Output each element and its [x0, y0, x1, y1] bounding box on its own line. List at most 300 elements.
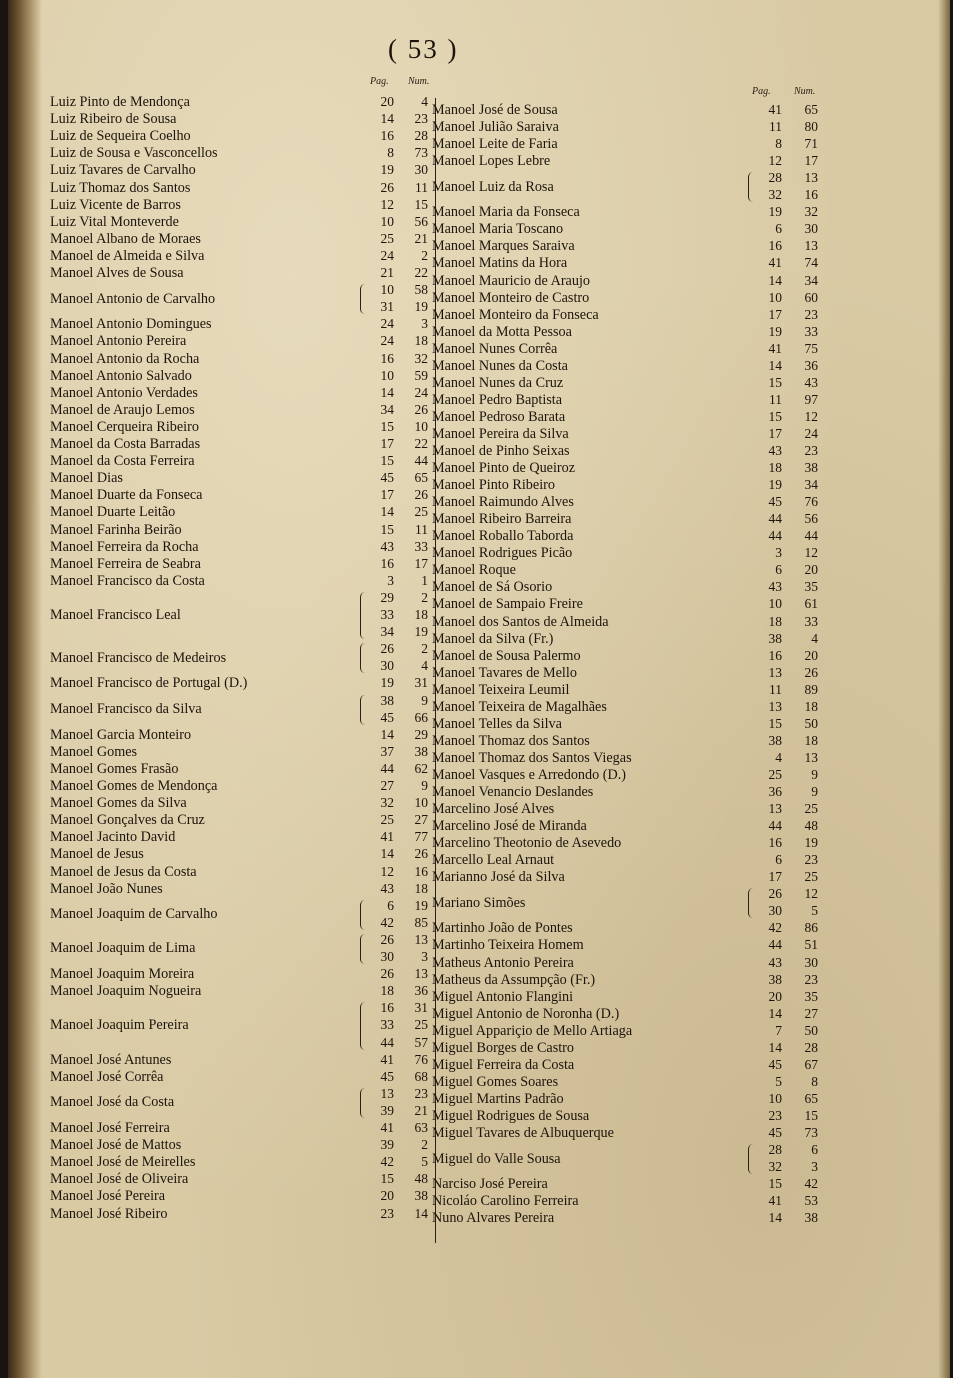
page-number-ref: 19: [768, 477, 782, 493]
page-number-ref: 15: [380, 418, 394, 434]
page-number-ref: 34: [380, 401, 394, 417]
number-value: 73: [804, 1125, 818, 1140]
page-number-ref: 29: [380, 589, 394, 605]
entry-number-ref: [8, 648, 818, 664]
entry-name: Manoel Ribeiro Barreira: [432, 511, 572, 528]
number-value: 8: [811, 1073, 818, 1089]
entry-number-ref: [8, 1074, 818, 1090]
number-value: 13: [804, 238, 818, 254]
page-number-ref: 45: [768, 1056, 782, 1072]
entry-name: Manoel Alves de Sousa: [50, 265, 184, 281]
entry-name: Marcelino José Alves: [432, 801, 555, 818]
number-value: 24: [804, 425, 818, 441]
number-value: 23: [804, 306, 818, 322]
number-value: 36: [414, 983, 428, 999]
entry-number-ref: [8, 221, 818, 237]
page-number-ref: 30: [380, 658, 394, 674]
entry-name: Marcelino Theotonio de Asevedo: [432, 835, 622, 852]
number-value: 10: [414, 418, 428, 434]
number-value: 38: [414, 1188, 428, 1204]
number-value: 36: [804, 357, 818, 373]
entry-name: Manoel Matins da Hora: [432, 255, 568, 272]
number-value: 48: [804, 818, 818, 834]
page-number-ref: 14: [768, 1039, 782, 1055]
number-value: 65: [804, 102, 818, 117]
number-value: 58: [414, 282, 428, 298]
page-number-ref: 24: [380, 333, 394, 349]
page-number-ref: 42: [380, 1154, 394, 1170]
entry-number-ref: [8, 358, 818, 374]
number-value: 27: [804, 1005, 818, 1021]
entry-number-ref: [8, 903, 818, 919]
number-value: 17: [804, 153, 818, 169]
number-value: 38: [804, 460, 818, 476]
entry-name: Manoel Francisco de Portugal (D.): [50, 675, 248, 692]
entry-name: Marcello Leal Arnaut: [432, 852, 555, 869]
entry-number-ref: [8, 273, 818, 289]
number-value: 33: [414, 538, 428, 554]
entry-name: Manoel dos Santos de Almeida: [432, 613, 609, 630]
document-page: [8, 0, 950, 1378]
entry-name: Manoel Joaquim de Carvalho: [50, 906, 218, 923]
number-value: 18: [414, 880, 428, 896]
entry-name: Manoel Antonio Pereira: [50, 333, 187, 350]
number-value: 19: [414, 897, 428, 913]
entry-number-ref: [8, 307, 818, 323]
page-number-ref: 6: [387, 897, 394, 913]
page-number-ref: 38: [768, 732, 782, 748]
page-number-ref: 15: [768, 374, 782, 390]
page-number-ref: 26: [380, 966, 394, 982]
entry-name: Manoel Farinha Beirão: [50, 521, 182, 538]
number-value: 32: [804, 204, 818, 220]
page-number-ref: 16: [768, 238, 782, 254]
number-value: 20: [804, 562, 818, 578]
entry-number-ref: [8, 631, 818, 647]
entry-name: Manoel Francisco Leal: [50, 607, 181, 623]
page-number-ref: 17: [380, 436, 394, 451]
entry-number-ref: [8, 204, 818, 220]
entry-number-ref: [8, 477, 818, 493]
entry-number-ref: [8, 1142, 818, 1158]
page-number-ref: 3: [387, 572, 394, 588]
entry-number-ref: [8, 767, 818, 783]
page-number-ref: 43: [380, 880, 394, 896]
number-value: 17: [414, 555, 428, 571]
entry-name: Manoel Francisco da Silva: [50, 701, 202, 718]
entry-name: Manoel Julião Saraiva: [432, 119, 559, 136]
entry-name: Manoel Pereira da Silva: [432, 425, 569, 442]
entry-name: Manoel da Motta Pessoa: [432, 323, 572, 340]
page-number-ref: 13: [380, 1085, 394, 1101]
entry-name: Manoel Gomes: [50, 743, 138, 760]
entry-name: Miguel Gomes Soares: [432, 1073, 559, 1090]
number-value: 61: [804, 596, 818, 612]
page-number-ref: 20: [380, 1188, 394, 1204]
page-number-ref: 17: [380, 487, 394, 503]
number-value: 62: [414, 760, 428, 776]
page-number-ref: 26: [380, 641, 394, 657]
entry-name: Manoel da Costa Barradas: [50, 436, 201, 452]
page-number-ref: 32: [768, 1159, 782, 1175]
page-number-ref: 15: [768, 715, 782, 731]
entry-name: Manoel José de Mattos: [50, 1137, 182, 1154]
entry-name: Manoel Vasques e Arredondo (D.): [432, 766, 626, 783]
page-number-ref: 18: [768, 613, 782, 629]
number-value: 65: [804, 1090, 818, 1106]
number-value: 23: [804, 852, 818, 868]
number-value: 2: [421, 641, 428, 657]
page-number-ref: 14: [380, 384, 394, 400]
entry-name: Miguel Tavares de Albuquerque: [432, 1125, 614, 1141]
page-number-ref: 31: [380, 299, 394, 315]
entry-number-ref: [8, 460, 818, 476]
entry-name: Luiz Thomaz dos Santos: [50, 179, 191, 196]
number-value: 21: [414, 1102, 428, 1118]
entry-name: Manoel Antonio Verdades: [50, 384, 198, 401]
number-value: 76: [414, 1051, 428, 1067]
entry-name: Manoel Venancio Deslandes: [432, 784, 594, 800]
number-value: 2: [421, 589, 428, 605]
page-number-ref: 30: [380, 949, 394, 964]
entry-name: Martinho João de Pontes: [432, 920, 573, 937]
entry-name: Manoel Leite de Faria: [432, 136, 558, 153]
entry-name: Luiz de Sousa e Vasconcellos: [50, 145, 218, 162]
page-number-ref: 34: [380, 624, 394, 640]
page-number-ref: 6: [775, 562, 782, 578]
entry-name: Narciso José Pereira: [432, 1176, 548, 1193]
entry-name: Manoel de Sá Osorio: [432, 579, 553, 596]
number-value: 75: [804, 340, 818, 356]
number-value: 66: [414, 709, 428, 725]
page-number-ref: 10: [768, 1090, 782, 1106]
number-value: 50: [804, 715, 818, 731]
entry-number-ref: [8, 886, 818, 902]
entry-number-ref: [8, 1023, 818, 1039]
number-value: 2: [421, 247, 428, 263]
entry-name: Miguel Appariçio de Mello Artiaga: [432, 1022, 633, 1039]
number-value: 35: [804, 579, 818, 595]
number-value: 9: [811, 766, 818, 782]
left-num-header: Num.: [408, 76, 430, 87]
entry-name: Manoel Thomaz dos Santos Viegas: [432, 749, 632, 766]
page-number-ref: 20: [380, 94, 394, 109]
entry-name: Manoel Telles da Silva: [432, 715, 562, 732]
page-number-ref: 16: [380, 1000, 394, 1016]
entry-number-ref: [8, 614, 818, 630]
entry-number-ref: [8, 716, 818, 732]
page-number-ref: 44: [768, 511, 782, 527]
entry-name: Miguel Antonio Flangini: [432, 988, 574, 1005]
entry-name: Manoel Antonio Salvado: [50, 367, 192, 384]
entry-number-ref: [8, 937, 818, 953]
number-value: 3: [811, 1159, 818, 1175]
entry-name: Manoel Pedro Baptista: [432, 391, 563, 408]
number-value: 12: [804, 545, 818, 561]
entry-name: Luiz Ribeiro de Sousa: [50, 111, 177, 128]
entry-name: Miguel Antonio de Noronha (D.): [432, 1005, 620, 1022]
number-value: 73: [414, 145, 428, 161]
number-value: 11: [415, 521, 428, 537]
entry-name: Manoel José Corrêa: [50, 1068, 164, 1085]
entry-name: Luiz Vicente de Barros: [50, 196, 181, 213]
entry-name: Manoel Gomes de Mendonça: [50, 778, 218, 794]
page-number-ref: 16: [380, 350, 394, 366]
entry-number-ref: [8, 528, 818, 544]
number-value: 4: [811, 630, 818, 646]
number-value: 26: [414, 401, 428, 417]
entry-number-ref: [8, 1193, 818, 1209]
number-value: 27: [414, 812, 428, 828]
number-value: 97: [804, 391, 818, 407]
page-number-ref: 23: [768, 1107, 782, 1123]
number-value: 80: [804, 119, 818, 135]
number-value: 33: [804, 323, 818, 339]
page-number-ref: 6: [775, 852, 782, 868]
page-number-ref: 15: [380, 1171, 394, 1187]
entry-number-ref: [8, 238, 818, 254]
page-number-ref: 42: [380, 914, 394, 930]
page-number-ref: 12: [380, 196, 394, 212]
entry-name: Manoel Gonçalves da Cruz: [50, 812, 205, 829]
page-number-ref: 14: [380, 846, 394, 862]
entry-name: Manoel Pedroso Barata: [432, 408, 566, 425]
number-value: 18: [414, 607, 428, 622]
number-value: 23: [804, 443, 818, 458]
entry-number-ref: [8, 1040, 818, 1056]
entry-number-ref: [8, 784, 818, 800]
entry-number-ref: [8, 545, 818, 561]
number-value: 89: [804, 681, 818, 697]
number-value: 18: [804, 732, 818, 748]
entry-number-ref: [8, 1006, 818, 1022]
entry-name: Manoel de Sousa Palermo: [432, 647, 581, 664]
entry-name: Manoel Thomaz dos Santos: [432, 732, 590, 749]
entry-name: Manoel Antonio de Carvalho: [50, 290, 216, 307]
number-value: 30: [804, 954, 818, 970]
entry-name: Manoel Jacinto David: [50, 829, 176, 846]
entry-name: Manoel João Nunes: [50, 880, 163, 897]
entry-number-ref: [8, 290, 818, 306]
page-number-ref: 26: [380, 179, 394, 195]
entry-name: Manoel Pinto de Queiroz: [432, 460, 576, 477]
entry-name: Manoel da Costa Ferreira: [50, 453, 195, 470]
number-value: 16: [804, 187, 818, 203]
number-value: 18: [414, 333, 428, 349]
entry-name: Manoel Roballo Taborda: [432, 528, 574, 545]
page-number-ref: 14: [380, 111, 394, 127]
page-number-ref: 14: [768, 1005, 782, 1021]
entry-number-ref: [8, 119, 818, 135]
number-value: 19: [804, 835, 818, 851]
entry-number-ref: [8, 426, 818, 442]
entry-name: Manoel Rodrigues Picão: [432, 545, 573, 562]
page-number-ref: 14: [768, 272, 782, 288]
page-number-ref: 10: [768, 596, 782, 612]
page-number-ref: 16: [768, 835, 782, 851]
page-number-ref: 42: [768, 920, 782, 936]
number-value: 14: [414, 1205, 428, 1221]
entry-name: Nicoláo Carolino Ferreira: [432, 1193, 579, 1210]
entry-number-ref: [8, 324, 818, 340]
page-number-ref: 38: [380, 692, 394, 708]
page-number-ref: 21: [380, 265, 394, 280]
entry-name: Manoel de Pinho Seixas: [432, 443, 570, 459]
page-number-ref: 19: [768, 323, 782, 339]
entry-number-ref: [8, 750, 818, 766]
entry-number-ref: [8, 733, 818, 749]
page-number-ref: 45: [380, 470, 394, 486]
page-number-ref: 41: [768, 255, 782, 271]
brace-mark: [748, 888, 755, 918]
page-number-ref: 24: [380, 316, 394, 332]
entry-name: Manoel José de Sousa: [432, 102, 558, 118]
page-number-ref: 39: [380, 1137, 394, 1153]
entry-name: Manoel de Sampaio Freire: [432, 596, 583, 613]
number-value: 86: [804, 920, 818, 936]
page-number-ref: 5: [775, 1073, 782, 1089]
entry-name: Manoel Luiz da Rosa: [432, 178, 554, 195]
entry-name: Manoel Antonio Domingues: [50, 316, 212, 333]
number-value: 25: [804, 801, 818, 817]
number-value: 25: [804, 869, 818, 885]
number-value: 23: [414, 1085, 428, 1101]
number-value: 59: [414, 367, 428, 383]
entry-number-ref: [8, 443, 818, 459]
entry-name: Manoel Garcia Monteiro: [50, 726, 192, 743]
number-value: 13: [414, 931, 428, 947]
page-number-ref: 27: [380, 778, 394, 793]
page-number-ref: 38: [768, 971, 782, 987]
number-value: 19: [414, 624, 428, 640]
number-value: 26: [804, 664, 818, 680]
number-value: 11: [415, 179, 428, 195]
number-value: 50: [804, 1022, 818, 1038]
number-value: 30: [804, 221, 818, 237]
number-value: 43: [804, 374, 818, 390]
page-number-ref: 41: [380, 1120, 394, 1135]
page-number-ref: 44: [768, 528, 782, 544]
page-number-ref: 10: [768, 289, 782, 305]
page-number-ref: 18: [768, 460, 782, 476]
page-number-ref: 45: [768, 1125, 782, 1140]
entry-name: Manoel Pinto Ribeiro: [432, 477, 555, 494]
number-value: 30: [414, 162, 428, 178]
number-value: 23: [414, 111, 428, 127]
number-value: 56: [414, 213, 428, 229]
brace-mark: [748, 172, 755, 202]
entry-name: Manoel Marques Saraiva: [432, 238, 575, 255]
page-number-ref: 38: [768, 630, 782, 646]
number-value: 4: [421, 94, 428, 109]
number-value: 2: [421, 1137, 428, 1153]
entry-name: Manoel Duarte Leitão: [50, 504, 176, 521]
number-value: 25: [414, 504, 428, 520]
number-value: 9: [811, 784, 818, 799]
number-value: 10: [414, 795, 428, 811]
page-number-ref: 12: [380, 863, 394, 879]
number-value: 28: [804, 1039, 818, 1055]
entry-name: Manoel Ferreira da Rocha: [50, 538, 199, 555]
number-value: 9: [421, 692, 428, 708]
number-value: 65: [414, 470, 428, 486]
page-number-ref: 8: [387, 145, 394, 161]
entry-name: Manoel Joaquim Moreira: [50, 966, 195, 983]
page-number-ref: 28: [768, 1142, 782, 1158]
number-value: 38: [414, 743, 428, 759]
number-value: 15: [804, 1107, 818, 1123]
page-number-ref: 39: [380, 1102, 394, 1118]
page-number-ref: 43: [380, 538, 394, 554]
page-number-ref: 14: [768, 357, 782, 373]
entry-name: Manoel Monteiro de Castro: [432, 289, 590, 306]
entry-name: Nuno Alvares Pereira: [432, 1210, 555, 1227]
entry-name: Manoel Francisco de Medeiros: [50, 649, 227, 666]
entry-name: Manoel Tavares de Mello: [432, 664, 577, 681]
page-number-ref: 12: [768, 153, 782, 169]
entry-number-ref: [8, 1176, 818, 1192]
entry-name: Marcelino José de Miranda: [432, 818, 587, 835]
page-number-ref: 44: [768, 818, 782, 834]
page-number-ref: 14: [768, 1210, 782, 1226]
page-number-ref: 11: [769, 119, 782, 135]
number-value: 22: [414, 436, 428, 451]
number-value: 68: [414, 1068, 428, 1084]
entry-name: Manoel Raimundo Alves: [432, 494, 574, 511]
entry-name: Manoel Roque: [432, 562, 516, 579]
page-number-ref: 15: [380, 453, 394, 469]
page-number-ref: 26: [768, 886, 782, 902]
entry-name: Luiz de Sequeira Coelho: [50, 128, 191, 145]
entry-number-ref: [8, 920, 818, 936]
page-number-ref: 4: [775, 749, 782, 765]
entry-name: Manoel José da Costa: [50, 1094, 175, 1111]
entry-name: Marianno José da Silva: [432, 869, 565, 886]
entry-name: Manoel Joaquim Pereira: [50, 1017, 189, 1034]
number-value: 15: [414, 196, 428, 212]
number-value: 13: [414, 966, 428, 982]
number-value: 19: [414, 299, 428, 315]
page-number-ref: 25: [380, 230, 394, 246]
entry-name: Manoel Nunes da Cruz: [432, 374, 564, 391]
entry-name: Manoel Mauricio de Araujo: [432, 272, 590, 289]
entry-name: Manoel Francisco da Costa: [50, 572, 205, 589]
entry-name: Manoel Maria da Fonseca: [432, 204, 580, 221]
entry-number-ref: [8, 375, 818, 391]
page-number-ref: 26: [380, 931, 394, 947]
entry-name: Manoel de Araujo Lemos: [50, 401, 195, 418]
entry-name: Manoel de Jesus da Costa: [50, 863, 197, 880]
number-value: 53: [804, 1193, 818, 1209]
entry-name: Mariano Simões: [432, 894, 526, 911]
entry-number-ref: [8, 1210, 818, 1226]
entry-name: Miguel Rodrigues de Sousa: [432, 1107, 590, 1124]
entry-name: Miguel Borges de Castro: [432, 1039, 574, 1056]
entry-name: Manoel Maria Toscano: [432, 221, 564, 238]
number-value: 9: [421, 778, 428, 793]
entry-number-ref: [8, 494, 818, 510]
entry-number-ref: [8, 989, 818, 1005]
number-value: 67: [804, 1056, 818, 1072]
entry-number-ref: [8, 1091, 818, 1107]
page-number-ref: 10: [380, 367, 394, 383]
number-value: 57: [414, 1034, 428, 1050]
left-pag-header: Pag.: [370, 76, 389, 87]
number-value: 71: [804, 136, 818, 152]
page-number-ref: 33: [380, 1017, 394, 1033]
page-number-ref: 16: [380, 555, 394, 571]
entry-name: Miguel Martins Padrão: [432, 1090, 564, 1107]
